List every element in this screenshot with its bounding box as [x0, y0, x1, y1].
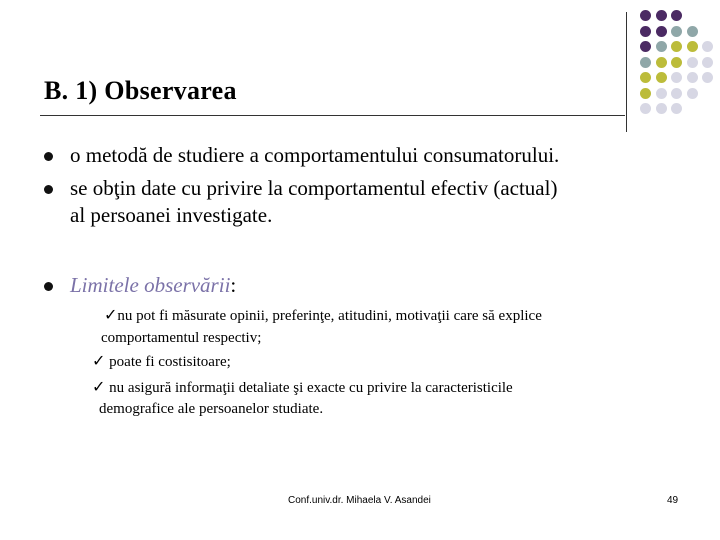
- limit-text: demografice ale persoanelor studiate.: [99, 401, 324, 417]
- decorative-dot: [640, 72, 651, 83]
- decorative-dot: [687, 57, 698, 68]
- decorative-dot: [640, 103, 651, 114]
- decorative-dot: [640, 26, 651, 37]
- bullet-dot-icon: [44, 282, 53, 291]
- decorative-dot: [687, 41, 698, 52]
- bullet-text: o metodă de studiere a comportamentului consumatorului.: [70, 143, 560, 167]
- title-underline: [40, 115, 625, 116]
- decorative-dot: [702, 57, 713, 68]
- decorative-dot: [656, 103, 667, 114]
- decorative-dot: [640, 10, 651, 21]
- decorative-dot: [640, 88, 651, 99]
- decorative-dot: [671, 10, 682, 21]
- limits-label: Limitele observării: [70, 273, 231, 297]
- limits-colon: :: [230, 273, 237, 297]
- decorative-dot: [671, 88, 682, 99]
- decorative-dot: [640, 57, 651, 68]
- vertical-divider: [626, 12, 627, 132]
- limit-item: [104, 305, 542, 326]
- decorative-dot: [640, 41, 651, 52]
- decorative-dot: [671, 57, 682, 68]
- check-icon: ✓: [92, 351, 106, 370]
- bullet-text: se obţin date cu privire la comportamentul efectiv (actual): [70, 176, 558, 200]
- decorative-dot: [656, 26, 667, 37]
- limit-continuation: [101, 328, 261, 348]
- decorative-dot: [671, 41, 682, 52]
- limit-text: poate fi costisitoare;: [105, 354, 231, 370]
- page-number: 49: [667, 495, 679, 506]
- limit-continuation: [99, 399, 323, 419]
- decorative-dot: [671, 72, 682, 83]
- decorative-dot: [702, 41, 713, 52]
- bullet-dot-icon: [44, 152, 53, 161]
- limit-text: nu asigură informaţii detaliate şi exacte cu privire la caracteristicile: [105, 380, 513, 396]
- decorative-dot: [687, 72, 698, 83]
- decorative-dot: [656, 88, 667, 99]
- bullet-dot-icon: [44, 185, 53, 194]
- slide-title: B. 1) Observarea: [44, 76, 237, 105]
- limit-item: [92, 351, 231, 372]
- decorative-dot: [656, 57, 667, 68]
- footer-author: Conf.univ.dr. Mihaela V. Asandei: [288, 495, 431, 506]
- bullet-text: al persoanei investigate.: [70, 203, 273, 227]
- check-icon: ✓: [104, 305, 118, 324]
- decorative-dot-grid: [640, 10, 720, 122]
- limit-text: comportamentul respectiv;: [101, 330, 262, 346]
- decorative-dot: [656, 72, 667, 83]
- decorative-dot: [687, 26, 698, 37]
- check-icon: ✓: [92, 377, 106, 396]
- decorative-dot: [656, 41, 667, 52]
- limit-text: nu pot fi măsurate opinii, preferinţe, atitudini, motivaţii care să explice: [117, 308, 542, 324]
- decorative-dot: [656, 10, 667, 21]
- decorative-dot: [671, 103, 682, 114]
- limit-item: [92, 377, 513, 398]
- decorative-dot: [687, 88, 698, 99]
- decorative-dot: [671, 26, 682, 37]
- decorative-dot: [702, 72, 713, 83]
